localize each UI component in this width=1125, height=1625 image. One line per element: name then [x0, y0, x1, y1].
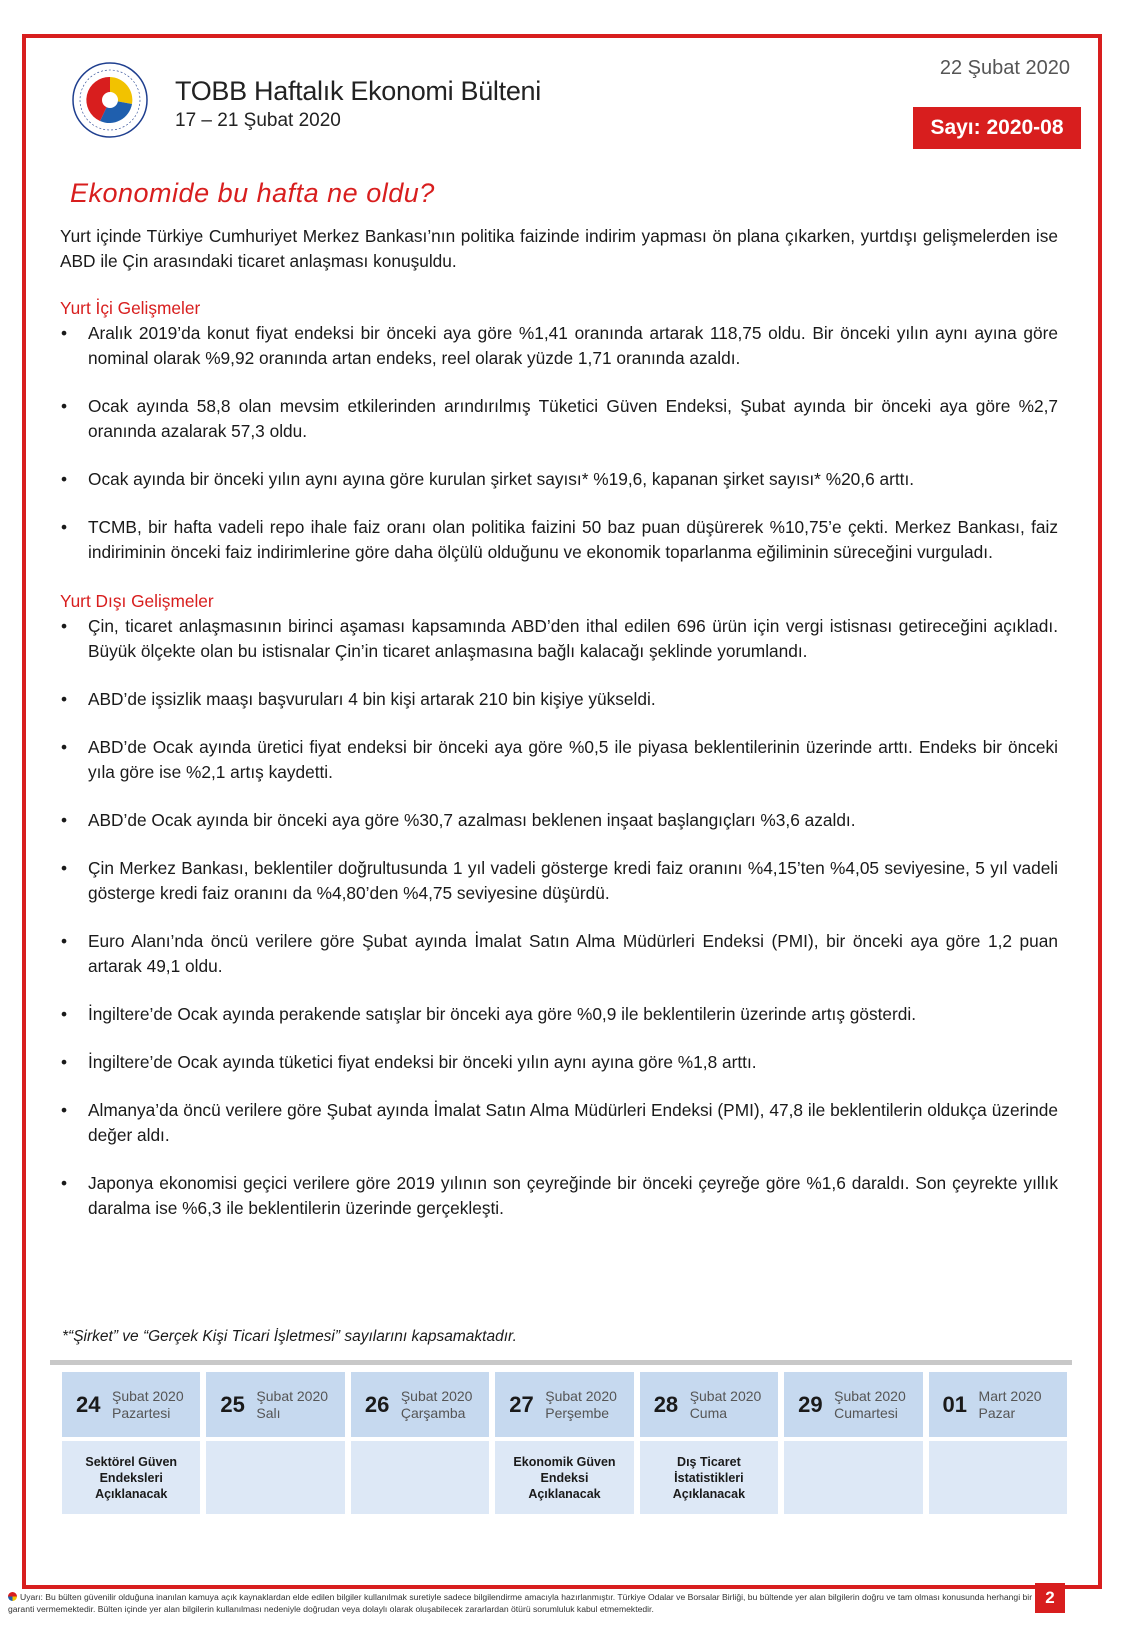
calendar-day — [206, 1372, 344, 1514]
foreign-list — [60, 614, 1058, 1221]
bullet-icon: • — [61, 931, 68, 951]
main-content — [60, 224, 1058, 1221]
bullet-icon: • — [61, 810, 68, 830]
bullet-icon: • — [61, 1052, 68, 1072]
intro-paragraph: Yurt içinde Türkiye Cumhuriyet Merkez Bankası’nın politika faizinde indirim yapması ön plana çıkarken, yurtdışı gelişmelerden ise ABD ile Çin arasındaki ticaret anlaşması konuşuldu. — [60, 226, 1058, 271]
domestic-heading: Yurt İçi Gelişmeler — [60, 298, 201, 318]
calendar-day-header — [62, 1372, 200, 1437]
calendar-day-number: 27 — [509, 1391, 534, 1417]
list-item: • Japonya ekonomisi geçici verilere göre 2019 yılının son çeyreğinde bir önceki çeyreğe göre %1,6 daraldı. Son çeyrekte yıllık daralma ise %6,3 ile beklentilerin üzerinde gerçekleşti. — [61, 1173, 1058, 1218]
tobb-logo-icon — [70, 60, 150, 140]
calendar-day — [62, 1372, 200, 1514]
calendar-day — [929, 1372, 1067, 1514]
calendar-day — [640, 1372, 778, 1514]
calendar-weekday: Çarşamba — [400, 1404, 466, 1421]
calendar-day — [495, 1372, 633, 1514]
calendar-day-number: 01 — [942, 1391, 968, 1417]
bullet-icon: • — [61, 396, 68, 416]
calendar-day-number: 25 — [220, 1391, 245, 1417]
list-item: • İngiltere’de Ocak ayında perakende satışlar bir önceki aya göre %0,9 ile beklentilerin üzerinde artış gösterdi. — [60, 1002, 1058, 1027]
calendar-event — [206, 1441, 344, 1514]
bullet-icon: • — [61, 737, 68, 757]
calendar-month: Şubat 2020 — [400, 1387, 473, 1404]
calendar-day-number: 29 — [798, 1391, 823, 1417]
calendar-month: Şubat 2020 — [834, 1387, 906, 1404]
tobb-mini-logo-icon — [8, 1592, 17, 1601]
calendar-month: Şubat 2020 — [545, 1387, 617, 1404]
calendar-weekday: Pazar — [978, 1404, 1016, 1421]
disclaimer: Uyarı: Bu bülten güvenilir olduğuna inanılan kamuya açık kaynaklardan elde edilen bilgiler kullanılmak suretiyle sadece bilgilendirme amacıyla hazırlanmıştır. Türkiye Odalar ve Borsalar Birliği, bu bültende yer alan bilgilerin doğru ve tam olması konusunda herhangi bir garanti vermemektedir. Bülten içinde yer alan bilgilerin kullanılması nedeniyle doğrudan veya dolaylı olarak oluşabilecek zararlardan ötürü sorumluluk kabul etmemektedir. — [8, 1592, 1033, 1614]
bullet-icon: • — [61, 689, 68, 709]
calendar-day-number: 28 — [653, 1391, 679, 1417]
calendar-weekday: Cuma — [689, 1404, 728, 1421]
bulletin-title: TOBB Haftalık Ekonomi Bülteni — [175, 76, 541, 106]
issue-badge: Sayı: 2020-08 — [913, 107, 1081, 149]
calendar-month: Mart 2020 — [978, 1387, 1042, 1404]
calendar-weekday: Cumartesi — [834, 1404, 898, 1421]
calendar-month: Şubat 2020 — [256, 1387, 329, 1404]
list-item: • ABD’de işsizlik maaşı başvuruları 4 bin kişi artarak 210 bin kişiye yükseldi. — [60, 687, 1058, 712]
bullet-icon: • — [61, 469, 68, 489]
calendar-day — [784, 1372, 922, 1514]
calendar-event — [351, 1441, 489, 1514]
calendar-day-header — [929, 1372, 1067, 1437]
list-item: • Ocak ayında bir önceki yılın aynı ayına göre kurulan şirket sayısı* %19,6, kapanan şirket sayısı* %20,6 arttı. — [60, 467, 1058, 492]
list-item: • Almanya’da öncü verilere göre Şubat ayında İmalat Satın Alma Müdürleri Endeksi (PMI), 47,8 ile beklentilerin oldukça üzerinde değer aldı. — [61, 1100, 1058, 1145]
calendar-event — [929, 1441, 1067, 1514]
list-item: • ABD’de Ocak ayında üretici fiyat endeksi bir önceki aya göre %0,5 ile piyasa beklentilerinin üzerinde arttı. Endeks bir önceki yıla göre ise %2,1 artış kaydetti. — [61, 737, 1058, 782]
calendar-event: Sektörel Güven Endeksleri Açıklanacak — [62, 1441, 200, 1514]
calendar-event — [784, 1441, 922, 1514]
page-number: 2 — [1035, 1583, 1065, 1613]
publication-date: 22 Şubat 2020 — [939, 57, 1070, 79]
list-item: • Çin, ticaret anlaşmasının birinci aşaması kapsamında ABD’den ithal edilen 696 ürün için vergi istisnası getireceğini açıkladı. Büyük ölçekte olan bu istisnalar Çin’in ticaret anlaşmasına bağlı kalacağı şeklinde yorumlandı. — [61, 616, 1058, 661]
list-item: • ABD’de Ocak ayında bir önceki aya göre %30,7 azalması beklenen inşaat başlangıçları %3,6 azaldı. — [60, 808, 1058, 833]
calendar-weekday: Pazartesi — [112, 1404, 171, 1421]
list-item: • Euro Alanı’nda öncü verilere göre Şubat ayında İmalat Satın Alma Müdürleri Endeksi (PMI), bir önceki aya göre 1,2 puan artarak 49,1 oldu. — [61, 931, 1058, 976]
footnote: *“Şirket” ve “Gerçek Kişi Ticari İşletmesi” sayılarını kapsamaktadır. — [62, 1328, 517, 1345]
calendar-day-number: 26 — [364, 1391, 390, 1417]
calendar-month: Şubat 2020 — [689, 1387, 762, 1404]
bullet-icon: • — [61, 616, 68, 636]
list-item: • TCMB, bir hafta vadeli repo ihale faiz oranı olan politika faizini 50 baz puan düşürerek %10,75’e çekti. Merkez Bankası, faiz indiriminin önceki faiz indirimlerine göre daha ölçülü olduğunu ve ekonomik toparlanma eğiliminin süreceğini vurguladı. — [61, 517, 1058, 562]
bullet-icon: • — [61, 323, 68, 343]
calendar-weekday: Perşembe — [545, 1404, 610, 1421]
bullet-icon: • — [61, 858, 68, 878]
list-item: • İngiltere’de Ocak ayında tüketici fiyat endeksi bir önceki yılın aynı ayına göre %1,8 arttı. — [60, 1050, 1058, 1075]
calendar-day-header — [206, 1372, 344, 1437]
bullet-icon: • — [61, 1100, 68, 1120]
calendar-event: Ekonomik Güven Endeksi Açıklanacak — [495, 1441, 633, 1514]
list-item: • Aralık 2019’da konut fiyat endeksi bir önceki aya göre %1,41 oranında artarak 118,75 oldu. Bir önceki yılın aynı ayına göre nominal olarak %9,92 oranında artan endeks, reel olarak yüzde 1,71 oranında azaldı. — [61, 323, 1058, 368]
divider — [50, 1360, 1072, 1365]
calendar-event: Dış Ticaret İstatistikleri Açıklanacak — [640, 1441, 778, 1514]
foreign-heading: Yurt Dışı Gelişmeler — [60, 591, 214, 611]
calendar-day-header — [640, 1372, 778, 1437]
calendar-day-header — [784, 1372, 922, 1437]
calendar-day — [351, 1372, 489, 1514]
bullet-icon: • — [61, 517, 68, 537]
calendar-day-header — [495, 1372, 633, 1437]
list-item: • Ocak ayında 58,8 olan mevsim etkilerinden arındırılmış Tüketici Güven Endeksi, Şubat ayında bir önceki aya göre %2,7 oranında azalarak 57,3 oldu. — [61, 396, 1058, 441]
calendar-day-number: 24 — [76, 1391, 101, 1417]
domestic-list — [60, 321, 1058, 565]
list-item: • Çin Merkez Bankası, beklentiler doğrultusunda 1 yıl vadeli gösterge kredi faiz oranını %4,15’ten %4,05 seviyesine, 5 yıl vadeli gösterge kredi faiz oranını da %4,80’den %4,75 seviyesine düşürdü. — [61, 858, 1058, 903]
bullet-icon: • — [61, 1173, 68, 1193]
calendar-day-header — [351, 1372, 489, 1437]
calendar-month: Şubat 2020 — [112, 1387, 184, 1404]
bullet-icon: • — [61, 1004, 68, 1024]
bulletin-date-range: 17 – 21 Şubat 2020 — [175, 110, 341, 131]
weekly-calendar — [62, 1372, 1067, 1514]
calendar-weekday: Salı — [256, 1404, 281, 1421]
section-heading: Ekonomide bu hafta ne oldu? — [70, 178, 435, 208]
